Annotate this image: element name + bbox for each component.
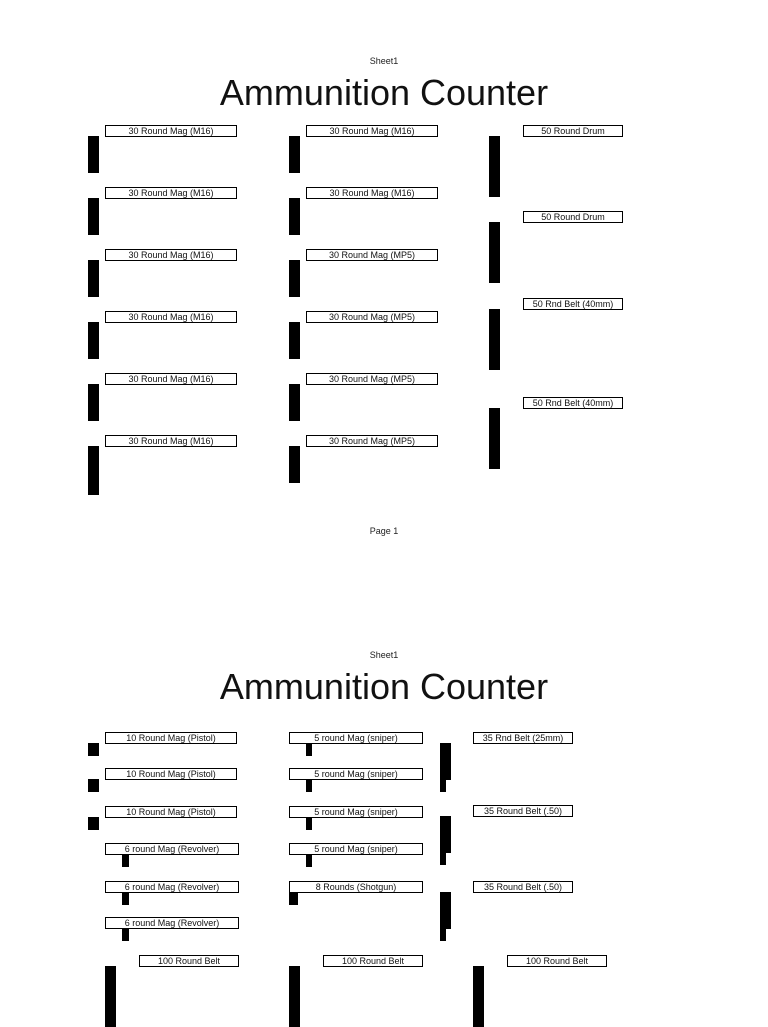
- round-grid: [289, 446, 300, 483]
- round-grid: [440, 816, 451, 865]
- round-cell[interactable]: [299, 347, 300, 359]
- round-grid: [306, 779, 312, 792]
- round-cell[interactable]: [499, 271, 500, 283]
- counter-label: 30 Round Mag (M16): [105, 187, 237, 199]
- round-cell[interactable]: [450, 917, 451, 929]
- round-cell[interactable]: [98, 459, 99, 471]
- round-cell[interactable]: [98, 483, 99, 495]
- round-cell[interactable]: [299, 979, 300, 991]
- round-cell[interactable]: [98, 397, 99, 409]
- round-cell[interactable]: [98, 261, 99, 273]
- counter-label: 8 Rounds (Shotgun): [289, 881, 423, 893]
- round-cell[interactable]: [445, 929, 446, 941]
- round-cell[interactable]: [483, 991, 484, 1003]
- round-cell[interactable]: [299, 385, 300, 397]
- round-grid: [88, 198, 99, 235]
- round-cell[interactable]: [128, 893, 129, 905]
- round-grid: [88, 322, 99, 359]
- counter-label: 30 Round Mag (MP5): [306, 249, 438, 261]
- counter-label: 30 Round Mag (MP5): [306, 311, 438, 323]
- round-cell[interactable]: [299, 447, 300, 459]
- round-cell[interactable]: [499, 334, 500, 346]
- round-cell[interactable]: [98, 818, 99, 830]
- round-cell[interactable]: [115, 991, 116, 1003]
- round-cell[interactable]: [297, 893, 298, 905]
- round-grid: [489, 309, 500, 370]
- round-grid: [289, 260, 300, 297]
- counter-label: 35 Rnd Belt (25mm): [473, 732, 573, 744]
- round-cell[interactable]: [299, 199, 300, 211]
- round-cell[interactable]: [499, 259, 500, 271]
- round-cell[interactable]: [98, 323, 99, 335]
- counter-label: 5 round Mag (sniper): [289, 732, 423, 744]
- round-cell[interactable]: [115, 967, 116, 979]
- round-cell[interactable]: [299, 223, 300, 235]
- counter-label: 5 round Mag (sniper): [289, 768, 423, 780]
- round-cell[interactable]: [445, 780, 446, 792]
- counter-label: 10 Round Mag (Pistol): [105, 732, 237, 744]
- round-grid: [289, 136, 300, 173]
- page-title: Ammunition Counter: [219, 72, 549, 113]
- round-cell[interactable]: [499, 457, 500, 469]
- round-cell[interactable]: [98, 744, 99, 756]
- round-cell[interactable]: [115, 979, 116, 991]
- round-cell[interactable]: [98, 471, 99, 483]
- counter-label: 30 Round Mag (M16): [105, 249, 237, 261]
- round-grid: [489, 222, 500, 283]
- round-cell[interactable]: [499, 421, 500, 433]
- round-grid: [88, 136, 99, 173]
- round-cell[interactable]: [499, 358, 500, 370]
- counter-label: 35 Round Belt (.50): [473, 805, 573, 817]
- round-cell[interactable]: [299, 1015, 300, 1027]
- round-cell[interactable]: [98, 137, 99, 149]
- round-cell[interactable]: [98, 223, 99, 235]
- round-cell[interactable]: [499, 445, 500, 457]
- round-cell[interactable]: [115, 1003, 116, 1015]
- round-cell[interactable]: [299, 261, 300, 273]
- round-cell[interactable]: [299, 149, 300, 161]
- round-grid: [306, 817, 312, 830]
- round-cell[interactable]: [299, 459, 300, 471]
- counter-label: 100 Round Belt: [139, 955, 239, 967]
- counter-label: 6 round Mag (Revolver): [105, 843, 239, 855]
- round-cell[interactable]: [299, 1003, 300, 1015]
- counter-label: 30 Round Mag (M16): [105, 373, 237, 385]
- round-grid: [306, 854, 312, 867]
- round-cell[interactable]: [499, 310, 500, 322]
- round-grid: [489, 136, 500, 197]
- round-cell[interactable]: [299, 409, 300, 421]
- round-grid: [306, 743, 312, 756]
- sheet-label: Sheet1: [369, 650, 399, 660]
- round-cell[interactable]: [499, 346, 500, 358]
- round-cell[interactable]: [98, 211, 99, 223]
- round-grid: [122, 892, 129, 905]
- round-cell[interactable]: [499, 149, 500, 161]
- round-cell[interactable]: [450, 768, 451, 780]
- round-cell[interactable]: [98, 285, 99, 297]
- round-grid: [88, 446, 99, 495]
- round-cell[interactable]: [98, 199, 99, 211]
- round-cell[interactable]: [98, 385, 99, 397]
- round-cell[interactable]: [128, 855, 129, 867]
- round-grid: [289, 966, 300, 1027]
- round-cell[interactable]: [499, 223, 500, 235]
- round-cell[interactable]: [450, 841, 451, 853]
- round-grid: [289, 322, 300, 359]
- round-cell[interactable]: [299, 471, 300, 483]
- round-cell[interactable]: [115, 1015, 116, 1027]
- round-grid: [489, 408, 500, 469]
- page-title: Ammunition Counter: [219, 666, 549, 707]
- round-grid: [88, 817, 99, 830]
- counter-label: 5 round Mag (sniper): [289, 806, 423, 818]
- round-cell[interactable]: [450, 744, 451, 756]
- round-cell[interactable]: [98, 447, 99, 459]
- round-cell[interactable]: [311, 818, 312, 830]
- round-cell[interactable]: [499, 322, 500, 334]
- round-grid: [289, 384, 300, 421]
- round-cell[interactable]: [299, 323, 300, 335]
- round-cell[interactable]: [98, 347, 99, 359]
- round-cell[interactable]: [311, 855, 312, 867]
- counter-label: 50 Round Drum: [523, 125, 623, 137]
- round-cell[interactable]: [299, 161, 300, 173]
- round-grid: [473, 966, 484, 1027]
- counter-label: 30 Round Mag (M16): [105, 311, 237, 323]
- round-grid: [88, 743, 99, 756]
- counter-label: 5 round Mag (sniper): [289, 843, 423, 855]
- counter-label: 50 Rnd Belt (40mm): [523, 397, 623, 409]
- round-cell[interactable]: [499, 433, 500, 445]
- round-cell[interactable]: [483, 979, 484, 991]
- round-cell[interactable]: [299, 137, 300, 149]
- counter-label: 10 Round Mag (Pistol): [105, 806, 237, 818]
- round-cell[interactable]: [299, 967, 300, 979]
- round-cell[interactable]: [98, 161, 99, 173]
- round-cell[interactable]: [450, 817, 451, 829]
- round-cell[interactable]: [499, 185, 500, 197]
- round-cell[interactable]: [450, 829, 451, 841]
- counter-label: 6 round Mag (Revolver): [105, 917, 239, 929]
- round-cell[interactable]: [98, 780, 99, 792]
- counter-label: 100 Round Belt: [323, 955, 423, 967]
- round-grid: [440, 743, 451, 792]
- round-grid: [122, 854, 129, 867]
- page-footer: Page 1: [369, 526, 399, 536]
- counter-label: 50 Round Drum: [523, 211, 623, 223]
- round-cell[interactable]: [299, 273, 300, 285]
- round-cell[interactable]: [128, 929, 129, 941]
- counter-label: 10 Round Mag (Pistol): [105, 768, 237, 780]
- round-cell[interactable]: [299, 285, 300, 297]
- sheet-label: Sheet1: [369, 56, 399, 66]
- round-cell[interactable]: [499, 173, 500, 185]
- round-cell[interactable]: [483, 1003, 484, 1015]
- counter-label: 50 Rnd Belt (40mm): [523, 298, 623, 310]
- counter-label: 30 Round Mag (M16): [105, 435, 237, 447]
- round-cell[interactable]: [499, 137, 500, 149]
- counter-label: 30 Round Mag (M16): [306, 125, 438, 137]
- round-grid: [88, 779, 99, 792]
- round-cell[interactable]: [311, 744, 312, 756]
- counter-label: 6 round Mag (Revolver): [105, 881, 239, 893]
- round-cell[interactable]: [450, 893, 451, 905]
- round-cell[interactable]: [445, 853, 446, 865]
- round-cell[interactable]: [98, 149, 99, 161]
- round-grid: [440, 892, 451, 941]
- round-cell[interactable]: [299, 335, 300, 347]
- round-grid: [105, 966, 116, 1027]
- round-cell[interactable]: [98, 409, 99, 421]
- round-grid: [122, 928, 129, 941]
- round-cell[interactable]: [483, 967, 484, 979]
- counter-label: 30 Round Mag (M16): [105, 125, 237, 137]
- round-cell[interactable]: [98, 335, 99, 347]
- counter-label: 30 Round Mag (M16): [306, 187, 438, 199]
- round-cell[interactable]: [299, 397, 300, 409]
- round-cell[interactable]: [98, 273, 99, 285]
- counter-label: 30 Round Mag (MP5): [306, 435, 438, 447]
- round-grid: [88, 260, 99, 297]
- round-cell[interactable]: [299, 211, 300, 223]
- counter-label: 35 Round Belt (.50): [473, 881, 573, 893]
- round-grid: [289, 892, 298, 905]
- round-cell[interactable]: [499, 409, 500, 421]
- round-cell[interactable]: [483, 1015, 484, 1027]
- round-cell[interactable]: [450, 756, 451, 768]
- round-cell[interactable]: [499, 247, 500, 259]
- round-cell[interactable]: [450, 905, 451, 917]
- round-cell[interactable]: [299, 991, 300, 1003]
- round-grid: [289, 198, 300, 235]
- round-cell[interactable]: [499, 161, 500, 173]
- round-cell[interactable]: [311, 780, 312, 792]
- round-grid: [88, 384, 99, 421]
- round-cell[interactable]: [499, 235, 500, 247]
- counter-label: 100 Round Belt: [507, 955, 607, 967]
- counter-label: 30 Round Mag (MP5): [306, 373, 438, 385]
